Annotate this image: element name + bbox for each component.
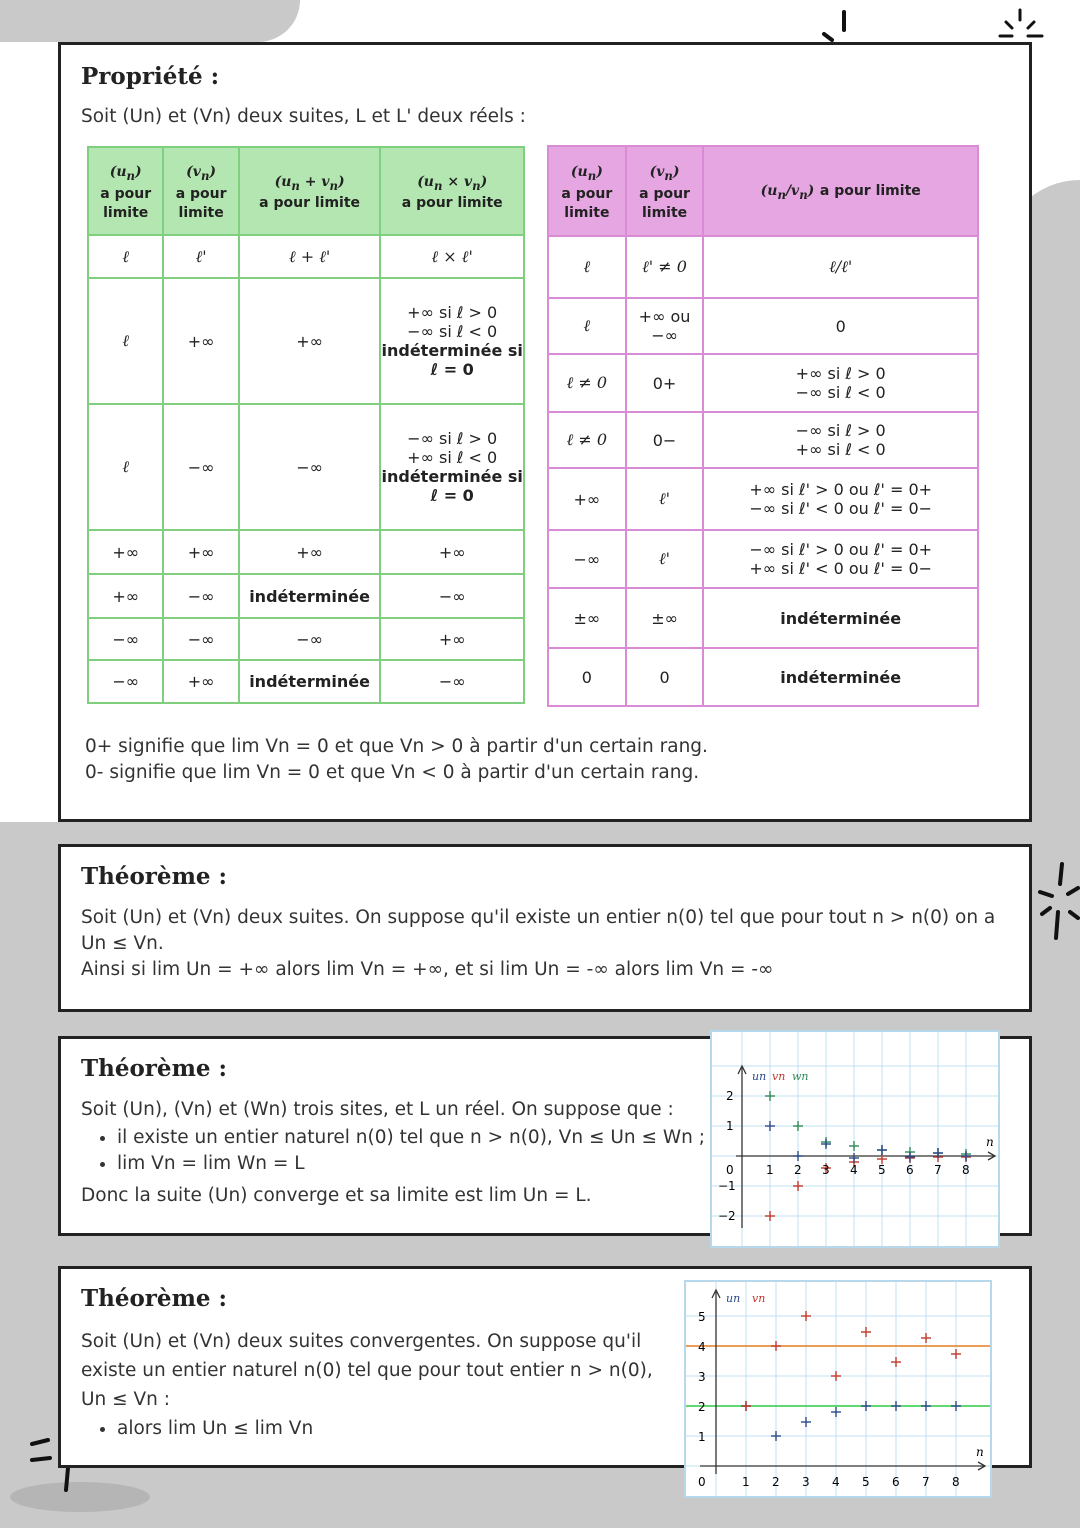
header-vn: $(v_n)$ a pour limite [163, 147, 238, 235]
table-cell: −∞ si ℓ > 0 +∞ si ℓ < 0 indéterminée si ℓ = 0 [380, 404, 524, 530]
x-tick: 8 [952, 1475, 960, 1489]
theorem-title: Théorème : [81, 1285, 228, 1312]
graph-point-vn [831, 1371, 841, 1381]
table-cell: 0+ [626, 354, 704, 412]
x-tick: 4 [850, 1163, 858, 1177]
theorem-bullets [81, 1416, 313, 1442]
y-tick: 4 [698, 1340, 706, 1354]
header-vn: $(v_n)$ a pour limite [626, 146, 704, 236]
legend-wn: wn [792, 1070, 809, 1083]
theorem-card-1 [58, 844, 1032, 1012]
background-shape-top-left [0, 0, 300, 42]
x-tick: 1 [742, 1475, 750, 1489]
y-tick: 3 [698, 1370, 706, 1384]
theorem-text: Un ≤ Vn : [81, 1389, 171, 1410]
bullet-item: • alors lim Un ≤ lim Vn [117, 1416, 313, 1442]
graph-point-un [961, 1151, 971, 1161]
y-tick: −1 [718, 1179, 736, 1193]
table-cell: +∞ [239, 278, 381, 404]
x-tick: 5 [862, 1475, 870, 1489]
graph-point-wn [765, 1091, 775, 1101]
table-cell: indéterminée [703, 648, 978, 706]
table-cell: ℓ/ℓ' [703, 236, 978, 298]
quotient-table [547, 145, 979, 707]
graph-point-vn [861, 1327, 871, 1337]
table-cell: ℓ [548, 298, 626, 354]
table-cell: indéterminée [703, 588, 978, 648]
squeeze-graph-svg [712, 1032, 998, 1246]
header-product: $(u_n \times v_n)$ a pour limite [380, 147, 524, 235]
table-cell: ℓ' ≠ 0 [626, 236, 704, 298]
graph-point-vn [765, 1211, 775, 1221]
legend-vn: vn [772, 1070, 786, 1083]
graph-point-un [765, 1121, 775, 1131]
graph-point-un [821, 1139, 831, 1149]
property-intro: Soit (Un) et (Vn) deux suites, L et L' deux réels : [81, 106, 526, 127]
table-cell: indéterminée [239, 574, 381, 618]
theorem-text: Donc la suite (Un) converge et sa limite est lim Un = L. [81, 1185, 592, 1206]
theorem-text: Soit (Un) et (Vn) deux suites convergentes. On suppose qu'il [81, 1331, 642, 1352]
table-cell: indéterminée [239, 660, 381, 703]
graph-point-un [891, 1401, 901, 1411]
table-cell: ℓ' [626, 468, 704, 530]
x-tick: 1 [766, 1163, 774, 1177]
theorem-text: Ainsi si lim Un = +∞ alors lim Vn = +∞, et si lim Un = -∞ alors lim Vn = -∞ [81, 959, 774, 980]
bullet-item: • lim Vn = lim Wn = L [117, 1151, 705, 1177]
sparkle-icon [1032, 858, 1080, 948]
x-tick: 4 [832, 1475, 840, 1489]
axis-label-n: n [976, 1445, 984, 1459]
table-cell: ℓ' [163, 235, 238, 278]
y-tick: 2 [726, 1089, 734, 1103]
x-tick: 7 [934, 1163, 942, 1177]
table-cell: −∞ si ℓ > 0 +∞ si ℓ < 0 [703, 412, 978, 468]
graph-point-un [951, 1401, 961, 1411]
table-cell: +∞ [88, 574, 163, 618]
graph-point-un [861, 1401, 871, 1411]
table-cell: ℓ [548, 236, 626, 298]
table-cell: ±∞ [626, 588, 704, 648]
graph-point-un [831, 1407, 841, 1417]
table-cell: +∞ [88, 530, 163, 574]
table-cell: 0− [626, 412, 704, 468]
bullet-item: • il existe un entier naturel n(0) tel que n > n(0), Vn ≤ Un ≤ Wn ; [117, 1125, 705, 1151]
graph-point-vn [921, 1333, 931, 1343]
graph-point-un [793, 1151, 803, 1161]
table-cell: ℓ [88, 404, 163, 530]
table-cell: 0 [548, 648, 626, 706]
theorem-text: Un ≤ Vn. [81, 933, 164, 954]
graph-point-vn [741, 1401, 751, 1411]
table-cell: −∞ [239, 404, 381, 530]
table-cell: +∞ [548, 468, 626, 530]
comparison-graph [684, 1280, 992, 1498]
header-quotient: $(u_n/v_n)$ a pour limite [703, 146, 978, 236]
graph-point-vn [771, 1341, 781, 1351]
x-tick: 5 [878, 1163, 886, 1177]
table-cell: −∞ [380, 660, 524, 703]
header-un: $(u_n)$ a pour limite [548, 146, 626, 236]
table-cell: −∞ [88, 660, 163, 703]
x-tick: 0 [726, 1163, 734, 1177]
table-cell: ±∞ [548, 588, 626, 648]
theorem-text: Soit (Un) et (Vn) deux suites. On suppose qu'il existe un entier n(0) tel que pour tout n > n(0) on a [81, 907, 996, 928]
table-cell: +∞ si ℓ > 0 −∞ si ℓ < 0 [703, 354, 978, 412]
table-cell: ℓ ≠ 0 [548, 412, 626, 468]
x-tick: 6 [906, 1163, 914, 1177]
table-cell: ℓ [88, 235, 163, 278]
table-cell: ℓ' [626, 530, 704, 588]
table-cell: +∞ [163, 660, 238, 703]
table-cell: −∞ [239, 618, 381, 660]
squeeze-graph [710, 1030, 1000, 1248]
y-tick: 1 [698, 1430, 706, 1444]
x-tick: 2 [772, 1475, 780, 1489]
theorem-text: existe un entier naturel n(0) tel que pour tout entier n > n(0), [81, 1360, 653, 1381]
table-cell: +∞ [163, 278, 238, 404]
note-zero-minus: 0- signifie que lim Vn = 0 et que Vn < 0 à partir d'un certain rang. [85, 762, 700, 783]
comparison-graph-svg [686, 1282, 990, 1496]
table-cell: −∞ [88, 618, 163, 660]
table-cell: ℓ + ℓ' [239, 235, 381, 278]
x-tick: 2 [794, 1163, 802, 1177]
property-card [58, 42, 1032, 822]
x-tick: 8 [962, 1163, 970, 1177]
theorem-bullets [81, 1125, 705, 1177]
table-cell: −∞ [380, 574, 524, 618]
axis-label-n: n [986, 1135, 994, 1149]
graph-point-un [771, 1431, 781, 1441]
x-tick: 3 [822, 1163, 830, 1177]
table-cell: +∞ [380, 530, 524, 574]
table-cell: −∞ [163, 404, 238, 530]
table-cell: ℓ [88, 278, 163, 404]
graph-point-un [801, 1417, 811, 1427]
legend-un: un [752, 1070, 767, 1083]
table-cell: −∞ [548, 530, 626, 588]
table-cell: +∞ si ℓ' > 0 ou ℓ' = 0+ −∞ si ℓ' < 0 ou ℓ' = 0− [703, 468, 978, 530]
graph-point-vn [801, 1311, 811, 1321]
legend-un: un [726, 1292, 741, 1305]
graph-point-wn [793, 1121, 803, 1131]
graph-point-un [905, 1152, 915, 1162]
y-tick: −2 [718, 1209, 736, 1223]
table-cell: +∞ [239, 530, 381, 574]
x-tick: 3 [802, 1475, 810, 1489]
header-sum: $(u_n + v_n)$ a pour limite [239, 147, 381, 235]
table-cell: +∞ ou −∞ [626, 298, 704, 354]
theorem-text: Soit (Un), (Vn) et (Wn) trois sites, et L un réel. On suppose que : [81, 1099, 674, 1120]
table-cell: −∞ si ℓ' > 0 ou ℓ' = 0+ +∞ si ℓ' < 0 ou ℓ' = 0− [703, 530, 978, 588]
table-cell: +∞ [380, 618, 524, 660]
table-cell: 0 [626, 648, 704, 706]
table-cell: ℓ ≠ 0 [548, 354, 626, 412]
legend-vn: vn [752, 1292, 766, 1305]
x-tick: 7 [922, 1475, 930, 1489]
y-tick: 1 [726, 1119, 734, 1133]
x-tick: 6 [892, 1475, 900, 1489]
y-tick: 5 [698, 1310, 706, 1324]
graph-point-vn [951, 1349, 961, 1359]
graph-point-wn [849, 1141, 859, 1151]
table-cell: +∞ si ℓ > 0 −∞ si ℓ < 0 indéterminée si ℓ = 0 [380, 278, 524, 404]
table-cell: −∞ [163, 574, 238, 618]
graph-point-vn [891, 1357, 901, 1367]
y-tick: 2 [698, 1400, 706, 1414]
table-cell: 0 [703, 298, 978, 354]
theorem-title: Théorème : [81, 863, 228, 890]
header-un: $(u_n)$ a pour limite [88, 147, 163, 235]
property-title: Propriété : [81, 63, 220, 90]
table-cell: ℓ × ℓ' [380, 235, 524, 278]
graph-point-vn [793, 1181, 803, 1191]
graph-point-un [877, 1145, 887, 1155]
table-cell: +∞ [163, 530, 238, 574]
theorem-title: Théorème : [81, 1055, 228, 1082]
note-zero-plus: 0+ signifie que lim Vn = 0 et que Vn > 0 à partir d'un certain rang. [85, 736, 708, 757]
table-cell: −∞ [163, 618, 238, 660]
sum-product-table [87, 146, 525, 704]
x-tick: 0 [698, 1475, 706, 1489]
graph-point-un [921, 1401, 931, 1411]
